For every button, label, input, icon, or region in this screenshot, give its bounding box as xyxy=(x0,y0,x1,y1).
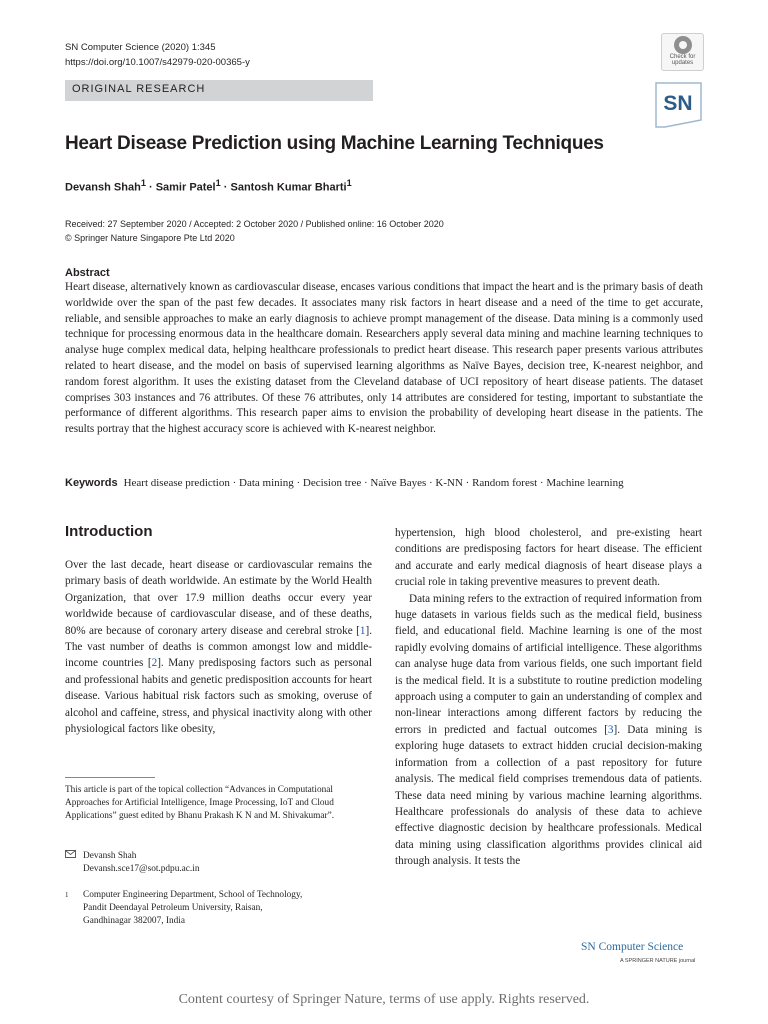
abstract-text: Heart disease, alternatively known as cardiovascular disease, encases various conditions that impact the heart and is the primary basis of death worldwide over the span of the past few decades. It associates many risk factors in heart disease and a need of the time to get accurate, reliable, and sensible approaches to make an early diagnosis to achieve prompt management of the disease. Data mining is a commonly used technique for processing enormous data in the healthcare domain. Researchers apply several data mining and machine learning techniques to analyse huge complex medical data, helping healthcare professionals to predict heart disease. This research paper presents various attributes related to heart disease, and the model on basis of supervised learning algorithms as Naïve Bayes, decision tree, K-nearest neighbor, and random forest algorithm. It uses the existing dataset from the Cleveland database of UCI repository of heart disease patients. The dataset comprises 303 instances and 76 attributes. Of these 76 attributes, only 14 attributes are considered for testing, important to substantiate the performance of different algorithms. This research paper aims to envision the probability of developing heart disease in the patients. The results portray that the highest accuracy score is achieved with K-nearest neighbor. xyxy=(65,281,703,436)
right-column xyxy=(395,525,702,870)
citation-link[interactable]: 2 xyxy=(151,657,158,670)
crossmark-label-2: updates xyxy=(671,60,694,66)
article-type-banner xyxy=(65,80,373,101)
envelope-icon xyxy=(65,850,83,863)
author-name[interactable]: Santosh Kumar Bharti xyxy=(230,181,347,194)
keywords-label: Keywords xyxy=(65,477,118,489)
affiliation-line: Computer Engineering Department, School of Technology, xyxy=(83,890,303,900)
author-separator: · xyxy=(145,181,156,194)
abstract-heading: Abstract xyxy=(65,267,110,279)
footer-journal-name: SN Computer Science xyxy=(581,941,684,953)
author-name[interactable]: Samir Patel xyxy=(155,181,216,194)
article-type: ORIGINAL RESEARCH xyxy=(72,83,206,95)
copyright: © Springer Nature Singapore Pte Ltd 2020 xyxy=(65,233,235,243)
doi-link[interactable]: https://doi.org/10.1007/s42979-020-00365-y xyxy=(65,57,250,68)
intro-paragraph-continued: hypertension, high blood cholesterol, and pre-existing heart conditions are predisposing factors for heart disease. The efficient and accurate and early medical diagnosis of heart disease plays a crucial role in taking preventive measures to prevent death. xyxy=(395,527,702,589)
affiliation-number: 1 xyxy=(65,891,69,899)
author-separator: · xyxy=(220,181,231,194)
footnote-divider xyxy=(65,777,155,778)
crossmark-icon[interactable] xyxy=(661,33,704,71)
keywords-text: Heart disease prediction · Data mining · Decision tree · Naïve Bayes · K-NN · Random forest · Machine learning xyxy=(123,477,624,489)
intro-paragraph-1 xyxy=(65,557,372,737)
citation-link[interactable]: 3 xyxy=(607,723,614,736)
collection-footnote: This article is part of the topical collection “Advances in Computational Approaches for Artificial Intelligence, Image Processing, IoT and Cloud Applications” guest edited by Bhanu Prakash K N and M. Shivakumar”. xyxy=(65,785,335,821)
crossmark-ring-icon xyxy=(674,36,692,54)
sn-logo xyxy=(655,80,703,128)
text-span: ]. Data mining is exploring huge datasets to extract hidden crucial decision-making information from a collection of a past repository for future analysis. The medical field comprises tremendous data of patients. These data need mining by various machine learning algorithms. Healthcare professionals do analysis of these data to achieve effective diagnostic decision by healthcare professionals. Medical data mining using classification algorithms provides clinical aid through analysis. It tests the xyxy=(395,723,702,868)
citation-link[interactable]: 1 xyxy=(359,624,366,637)
affiliation-line: Pandit Deendayal Petroleum University, Raisan, xyxy=(83,903,263,913)
left-column xyxy=(65,557,372,737)
text-span: Over the last decade, heart disease or cardiovascular remains the primary basis of death worldwide. An estimate by the World Health Organization, that over 17.9 million deaths occur every year worldwide because of cardiovascular disease, and of these deaths, 80% are because of coronary artery disease and cerebral stroke [ xyxy=(65,559,372,637)
text-span: ]. The vast number of deaths is common amongst low and middle-income countries [ xyxy=(65,624,372,670)
section-heading-introduction: Introduction xyxy=(65,523,153,540)
paper-title: Heart Disease Prediction using Machine Learning Techniques xyxy=(65,133,604,154)
author-list xyxy=(65,178,352,194)
corresponding-author-name: Devansh Shah xyxy=(83,851,137,861)
text-span: ]. Many predisposing factors such as personal and professional habits and genetic predisposition accounts for heart disease. Various habitual risk factors such as smoking, overuse of alcohol and caffeine, stress, and physical inactivity along with other physiological factors like obesity, xyxy=(65,657,372,736)
keywords xyxy=(65,477,705,489)
affiliation-line: Gandhinagar 382007, India xyxy=(83,916,185,926)
author-name[interactable]: Devansh Shah xyxy=(65,181,141,194)
sn-logo-text: SN xyxy=(663,92,693,115)
author-affil-sup: 1 xyxy=(215,178,221,188)
text-span: Data mining refers to the extraction of required information from huge datasets in various fields such as the medical field, business field, and educational field. Machine learning is one of the most rapidly evolving domains of artificial intelligence. These algorithms can analyse huge data from various fields, one such important field is the medical field. It is a substitute to routine prediction modeling approach using a computer to gain an understanding of complex and non-linear interactions among different factors by reducing the errors in predicted and factual outcomes [ xyxy=(395,592,702,736)
affiliation xyxy=(65,889,302,928)
history-dates: Received: 27 September 2020 / Accepted: 2 October 2020 / Published online: 16 October 2020 xyxy=(65,219,444,229)
corresponding-author-email[interactable]: Devansh.sce17@sot.pdpu.ac.in xyxy=(83,864,200,874)
courtesy-notice: Content courtesy of Springer Nature, terms of use apply. Rights reserved. xyxy=(178,992,590,1007)
footer-publisher: A SPRINGER NATURE journal xyxy=(620,958,696,964)
journal-citation: SN Computer Science (2020) 1:345 xyxy=(65,42,216,53)
crossmark-label-1: Check for xyxy=(669,54,696,60)
author-affil-sup: 1 xyxy=(346,178,352,188)
publication-dates xyxy=(65,217,444,245)
author-affil-sup: 1 xyxy=(140,178,146,188)
intro-paragraph-2 xyxy=(395,591,702,870)
journal-citation-block xyxy=(65,40,250,70)
corresponding-author xyxy=(65,850,199,876)
